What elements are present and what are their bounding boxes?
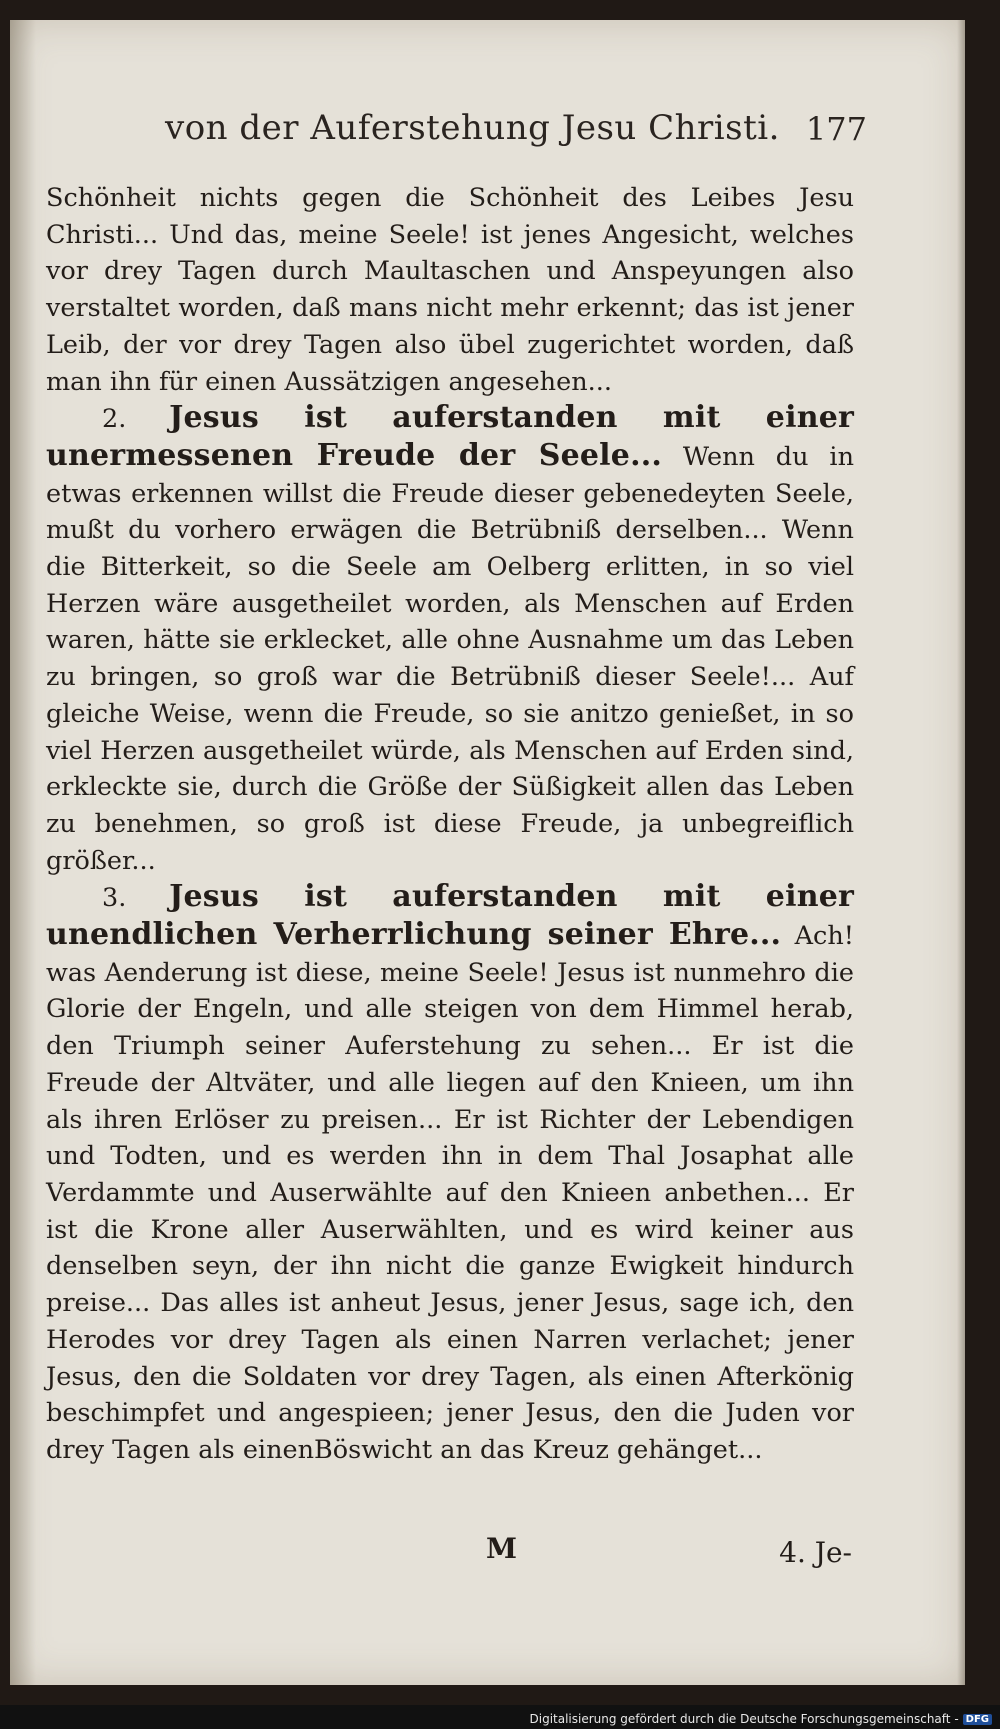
paragraph-2	[46, 400, 854, 879]
digitization-bar	[0, 1705, 1000, 1729]
body-text	[46, 180, 854, 1469]
paragraph-lead: Jesus ist auferstanden mit einer unermessenen Freude der Seele...	[46, 400, 854, 473]
paragraph-lead: Jesus ist auferstanden mit einer unendlichen Verherrlichung seiner Ehre...	[46, 879, 854, 953]
page-number: 177	[805, 110, 867, 148]
book-page	[10, 20, 965, 1685]
paragraph-continued: Schönheit nichts gegen die Schönheit des Leibes Jesu Christi... Und das, meine Seele! ist jenes Angesicht, welches vor drey Tagen durch Maultaschen und Anspeyungen also verstaltet worden, daß mans nicht mehr erkennt; das ist jener Leib, der vor drey Tagen also übel zugerichtet worden, daß man ihn für einen Aussätzigen angesehen...	[46, 183, 854, 397]
dfg-logo: DFG	[963, 1714, 992, 1725]
gutter-shadow	[10, 20, 36, 1685]
running-title: von der Auferstehung Jesu Christi.	[165, 108, 780, 148]
paragraph-text: Wenn du in etwas erkennen willst die Freude dieser gebenedeyten Seele, mußt du vorhero erwägen die Betrübniß derselben... Wenn die Bitterkeit, so die Seele am Oelberg erlitten, in so viel Herzen wäre ausgetheilet worden, als Menschen auf Erden waren, hätte sie erklecket, alle ohne Ausnahme um das Leben zu bringen, so groß war die Betrübniß dieser Seele!... Auf gleiche Weise, wenn die Freude, so sie anitzo genießet, in so viel Herzen ausgetheilet würde, als Menschen auf Erden sind, erkleckte sie, durch die Größe der Süßigkeit allen das Leben zu benehmen, so groß ist diese Freude, ja unbegreiflich größer...	[46, 441, 854, 876]
digitization-note	[530, 1712, 993, 1726]
edge-shadow	[957, 20, 965, 1685]
catchword: 4. Je-	[779, 1536, 852, 1569]
signature-mark: M	[486, 1532, 517, 1565]
digitization-text: Digitalisierung gefördert durch die Deutsche Forschungsgemeinschaft -	[529, 1712, 959, 1726]
page-header	[165, 100, 865, 170]
page-footer	[46, 1532, 854, 1582]
paragraph-text: Ach! was Aenderung ist diese, meine Seele! Jesus ist nunmehro die Glorie der Engeln, und alle steigen von dem Himmel herab, den Triumph seiner Auferstehung zu sehen... Er ist die Freude der Altväter, und alle liegen auf den Knieen, um ihn als ihren Erlöser zu preisen... Er ist Richter der Lebendigen und Todten, und es werden ihn in dem Thal Josaphat alle Verdammte und Auserwählte auf den Knieen anbethen... Er ist die Krone aller Auserwählten, und es wird keiner aus denselben seyn, der ihn nicht die ganze Ewigkeit hindurch preise... Das alles ist anheut Jesus, jener Jesus, sage ich, den Herodes vor drey Tagen als einen Narren verlachet; jener Jesus, den die Soldaten vor drey Tagen, als einen Afterkönig beschimpfet und angespieen; jener Jesus, den die Juden vor drey Tagen als einenBöswicht an das Kreuz gehänget...	[46, 921, 855, 1465]
paragraph-number: 3.	[102, 883, 127, 914]
paragraph-number: 2.	[102, 404, 127, 435]
paragraph-3	[46, 879, 854, 1468]
